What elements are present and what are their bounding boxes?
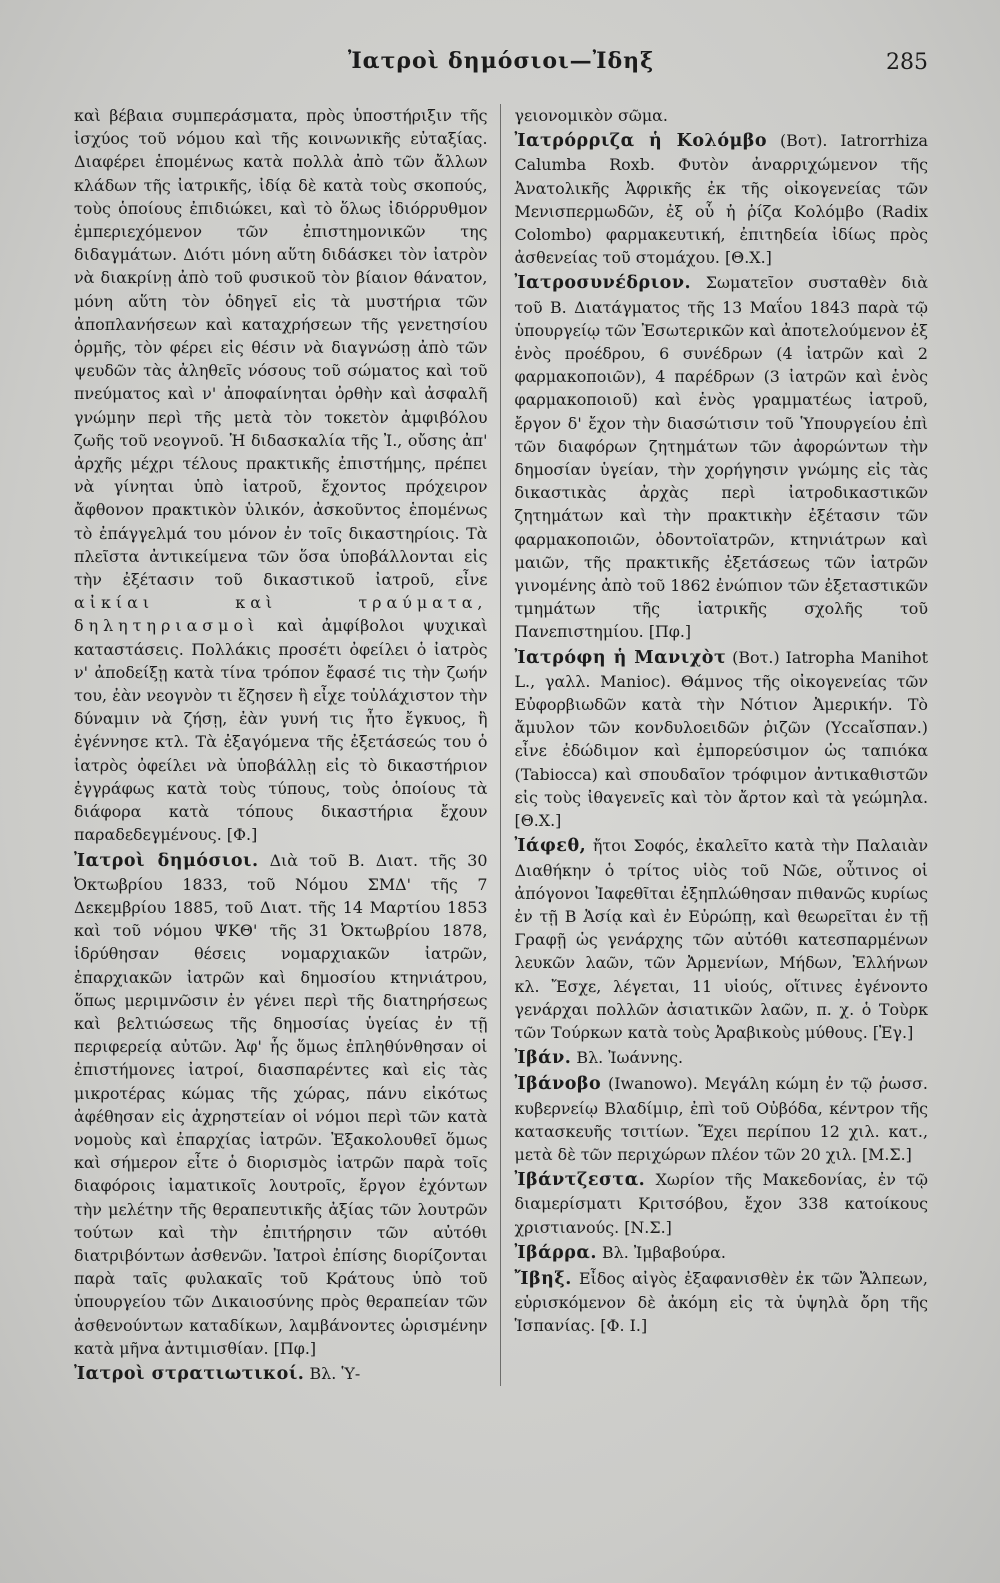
entry-headword: Ἰατρόρριζα ἡ Κολόμβο xyxy=(514,131,768,152)
entry-text: Διὰ τοῦ Β. Διατ. τῆς 30 Ὀκτωβρίου 1833, τοῦ Νόμου ΣΜΔ' τῆς 7 Δεκεμβρίου 1885, τοῦ Διατ. τῆς 14 Μαρτίου 1853 καὶ τοῦ νόμου ΨΚΘ' τῆς 31 Ὀκτωβρίου 1878, ἱδρύθησαν θέσεις νομαρχιακῶν ἰατρῶν, ἐπαρχιακῶν ἰατρῶν καὶ δημοσίου κτηνιάτρου, ὅπως μεριμνῶσιν ἐν γένει περὶ τῆς διατηρήσεως καὶ βελτιώσεως τῆς δημοσίας ὑγείας ἐν τῇ περιφερείᾳ αὐτῶν. Ἀφ' ἧς ὅμως ἐπληθύνθησαν οἱ ἐπιστήμονες ἰατροί, διασπαρέντες καὶ εἰς τὰς μικροτέρας κώμας τῆς χώρας, πάνυ εἰκότως ἀφέθησαν εἰς ἀχρηστείαν οἱ νόμοι περὶ τῶν κατὰ νομοὺς καὶ ἐπαρχίας ἰατρῶν. Ἐξακολουθεῖ ὅμως καὶ σήμερον εἶτε ὁ διορισμὸς ἰατρῶν παρὰ τοῖς διαφόροις ἰαματικοῖς λουτροῖς, ἔργον ἐχόντων τὴν μελέτην τῆς θεραπευτικῆς ἀξίας τῶν λουτρῶν τούτων καὶ τὴν ἐπιτήρησιν τῶν αὐτόθι διατριβόντων ἀσθενῶν. Ἰατροὶ ἐπίσης διορίζονται παρὰ ταῖς φυλακαῖς τοῦ Κράτους ὑπὸ τοῦ ὑπουργείου τῶν Δικαιοσύνης πρὸς θεραπείαν τῶν ἀσθενούντων καταδίκων, λαμβάνοντες ὡρισμένην κατὰ μῆνα ἀντιμισθίαν. [Πφ.] xyxy=(74,850,488,1358)
entry-iatrofi xyxy=(515,646,929,833)
entry-continuation xyxy=(515,104,929,127)
entry-ivix xyxy=(515,1267,929,1338)
entry-continuation xyxy=(74,104,488,847)
entry-iatroi-stratiotikoi xyxy=(74,1362,488,1386)
entry-headword: Ἰατροὶ δημόσιοι. xyxy=(74,850,259,871)
entry-headword: Ἰβάντζεστα. xyxy=(514,1170,646,1191)
entry-text: Εἶδος αἰγὸς ἐξαφανισθὲν ἐκ τῶν Ἄλπεων, εὑρισκόμενον δὲ ἀκόμη εἰς τὰ ὑψηλὰ ὄρη τῆς Ἱσπανίας. [Φ. Ι.] xyxy=(514,1268,928,1336)
running-head: Ἰατροὶ δημόσιοι—Ἰδηξ xyxy=(347,48,655,74)
entry-text: Βλ. Ὑ- xyxy=(309,1363,361,1383)
entry-ivan xyxy=(515,1046,929,1070)
entry-headword: Ἰάφεθ, xyxy=(514,836,587,857)
entry-text: (Βοτ.) Iatropha Manihot L., γαλλ. Manioc). Θάμνος τῆς οἰκογενείας τῶν Εὐφορβιωδῶν κατὰ τὴν Νότιον Ἀμερικήν. Τὸ ἄμυλον τῶν κονδυλοειδῶν ῥιζῶν (Yccaἴσπαν.) εἶνε ἐδώδιμον καὶ ἐμπορεύσιμον ὡς ταπιόκα (Tabiocca) καὶ σπουδαῖον τρόφιμον ἀντικαθιστῶν εἰς τοὺς ἰθαγενεῖς καὶ τὸν ἄρτον καὶ τὰ γεώμηλα. [Θ.Χ.] xyxy=(514,647,928,831)
entry-headword: Ἰατροὶ στρατιωτικοί. xyxy=(74,1363,305,1384)
entry-text: Χωρίον τῆς Μακεδονίας, ἐν τῷ διαμερίσματι Κριτσόβου, ἔχον 338 κατοίκους χριστιανούς. [Ν.Σ.] xyxy=(514,1170,928,1237)
page-header xyxy=(74,40,928,90)
entry-iafeth xyxy=(515,834,929,1044)
entry-iatrorriza xyxy=(515,129,929,269)
entry-ivantzesta xyxy=(515,1168,929,1239)
entry-headword: Ἴβηξ. xyxy=(514,1268,572,1289)
entry-iatrosynedrion xyxy=(515,271,929,643)
entry-text-after: καὶ ἀμφίβολοι ψυχικαὶ καταστάσεις. Πολλάκις προσέτι ὀφείλει ὁ ἰατρὸς ν' ἀποδείξῃ κατὰ τίνα τρόπον ἔφασέ τις τὴν ζωήν του, ἐὰν νεογνὸν τι ἔζησεν ἢ εἶχε τοὐλάχιστον τὴν δύναμιν νὰ ζήσῃ, ἐὰν γυνή τις ἦτο ἔγκυος, ἢ ἐγέννησε κτλ. Τὰ ἐξαγόμενα τῆς ἐξετάσεώς του ὁ ἰατρὸς ὀφείλει νὰ ὑποβάλλῃ εἰς τὸ δικαστήριον ἐγγράφως κατὰ τοὺς τύπους, τοὺς ὁποίους τὰ διάφορα κατὰ τόπους δικαστήρια ἔχουν παραδεδεγμένους. [Φ.] xyxy=(74,616,488,845)
page-number: 285 xyxy=(886,50,928,75)
entry-text: Βλ. Ἰμβαβούρα. xyxy=(602,1242,726,1262)
entry-text: Βλ. Ἰωάννης. xyxy=(576,1048,684,1068)
left-column xyxy=(74,104,500,1386)
entry-headword: Ἰβάρρα. xyxy=(514,1242,597,1263)
right-column xyxy=(500,104,929,1386)
two-column-body xyxy=(74,104,928,1386)
entry-spaced-text: αἰκίαι καὶ τραύματα, δηλητηριασμοὶ xyxy=(74,593,488,636)
entry-text: ἤτοι Σοφός, ἐκαλεῖτο κατὰ τὴν Παλαιὰν Διαθήκην ὁ τρίτος υἱὸς τοῦ Νῶε, οὗτινος οἱ ἀπόγονοι Ἰαφεθῖται ἐξηπλώθησαν πιθανῶς κυρίως ἐν τῇ Β Ἀσίᾳ καὶ ἐν Εὐρώπῃ, καὶ θεωρεῖται ἐν τῇ Γραφῇ ὡς γενάρχης τῶν αὐτόθι κατεσπαρμένων λευκῶν λαῶν, τῶν Ἀρμενίων, Μήδων, Ἑλλήνων κλ. Ἔσχε, λέγεται, 11 υἱούς, οἵτινες ἐγένοντο γενάρχαι πολλῶν ἀσιατικῶν λαῶν, π. χ. ὁ Τοὺρκ τῶν Τούρκων κατὰ τοὺς Ἀραβικοὺς μύθους. [Ἐγ.] xyxy=(514,836,928,1042)
entry-text: (Iwanowo). Μεγάλη κώμη ἐν τῷ ῥωσσ. κυβερνείῳ Βλαδίμιρ, ἐπὶ τοῦ Οὐβόδα, κέντρον τῆς κατασκευῆς τσιτίων. Ἔχει περίπου 12 χιλ. κατ., μετὰ δὲ τῶν περιχώρων πλέον τῶν 20 χιλ. [Μ.Σ.] xyxy=(514,1074,928,1164)
entry-ivarra xyxy=(515,1241,929,1265)
entry-text: καὶ βέβαια συμπεράσματα, πρὸς ὑποστήριξιν τῆς ἰσχύος τοῦ νόμου καὶ τῆς κοινωνικῆς εὐταξίας. Διαφέρει ἑπομένως κατὰ πολλὰ ἀπὸ τῶν ἄλλων κλάδων τῆς ἰατρικῆς, ἰδίᾳ δὲ κατὰ τοὺς σκοπούς, τοὺς ὁποίους ἐπιδιώκει, καὶ τὸ ὅλως ἰδιόρρυθμον ἐμπεριεχόμενον τῶν ἐπιστημονικῶν της διδαγμάτων. Διότι μόνη αὕτη διδάσκει τὸν ἰατρὸν νὰ διακρίνῃ ἀπὸ τοῦ φυσικοῦ τὸν βίαιον θάνατον, μόνη αὕτη τὸν ὁδηγεῖ εἰς τὰ μυστήρια τῶν ἀποπλανήσεων καὶ καταχρήσεων τῆς γενετησίου ὁρμῆς, τὸν φέρει εἰς θέσιν νὰ διαγνώσῃ ἀπὸ τῶν ψευδῶν τὰς ἀληθεῖς νόσους τοῦ σώματος καὶ τοῦ πνεύματος καὶ ν' ἀποφαίνηται ὀρθὴν καὶ ἀσφαλῆ γνώμην περὶ τῆς μετὰ τὸν τοκετὸν ἀμφιβόλου ζωῆς τοῦ νεογνοῦ. Ἡ διδασκαλία τῆς Ἰ., οὔσης ἀπ' ἀρχῆς μέχρι τέλους πρακτικῆς ἐπιστήμης, πρέπει νὰ γίνηται ὑπὸ ἰατροῦ, ἔχοντος πρόχειρον ἄφθονον πρακτικὸν ὑλικόν, ἀσκοῦντος ἑπομένως τὸ ἐπάγγελμά του μόνον ἐν τοῖς δικαστηρίοις. Τὰ πλεῖστα ἀντικείμενα τῶν ὅσα ὑποβάλλονται εἰς τὴν ἐξέτασιν τοῦ δικαστικοῦ ἰατροῦ, εἶνε xyxy=(74,106,488,590)
entry-text: γειονομικὸν σῶμα. xyxy=(514,106,668,125)
entry-headword: Ἰατρόφη ἡ Μανιχὸτ xyxy=(514,647,727,668)
entry-headword: Ἰατροσυνέδριον. xyxy=(514,273,692,294)
entry-ivanovo xyxy=(515,1072,929,1166)
entry-iatroi-dimosioi xyxy=(74,849,488,1360)
entry-text: Σωματεῖον συσταθὲν διὰ τοῦ Β. Διατάγματος τῆς 13 Μαΐου 1843 παρὰ τῷ ὑπουργείῳ τῶν Ἐσωτερικῶν καὶ ἀποτελούμενον ἐξ ἑνὸς προέδρου, 6 συνέδρων (4 ἰατρῶν καὶ 2 φαρμακοποιῶν), 4 παρέδρων (3 ἰατρῶν καὶ ἑνὸς φαρμακοποιοῦ) καὶ ἑνὸς γραμματέως ἰατροῦ, ἔργον δ' ἔχον τὴν διασώτισιν τοῦ Ὑπουργείου ἐπὶ τῶν διαφόρων ζητημάτων τῶν ἀφορώντων τὴν δημοσίαν ὑγείαν, τὴν χορήγησιν γνώμης εἰς τὰς δικαστικὰς ἀρχὰς περὶ ἰατροδικαστικῶν ζητημάτων καὶ τὴν πρακτικὴν ἐξέτασιν τῶν φαρμακοποιῶν, ὀδοντοϊατρῶν, κτηνιάτρων καὶ μαιῶν, τῆς πρακτικῆς ἐξετάσεως τῶν ἰατρῶν γινομένης ἀπὸ τοῦ 1862 ἐνώπιον τῶν ἐξεταστικῶν τμημάτων τῆς ἰατρικῆς σχολῆς τοῦ Πανεπιστημίου. [Πφ.] xyxy=(514,273,928,642)
entry-headword: Ἰβάν. xyxy=(514,1048,572,1069)
entry-headword: Ἰβάνοβο xyxy=(514,1074,602,1095)
entry-text: (Βοτ). Iatrorrhiza Calumba Roxb. Φυτὸν ἀναρριχώμενον τῆς Ἀνατολικῆς Ἀφρικῆς ἐκ τῆς οἰκογενείας τῶν Μενισπερμωδῶν, ἐξ οὗ ἡ ῥίζα Κολόμβο (Radix Colombo) φαρμακευτική, ἐπιτηδεία ἰδίως πρὸς ἀσθενείας τοῦ στομάχου. [Θ.Χ.] xyxy=(514,131,928,268)
